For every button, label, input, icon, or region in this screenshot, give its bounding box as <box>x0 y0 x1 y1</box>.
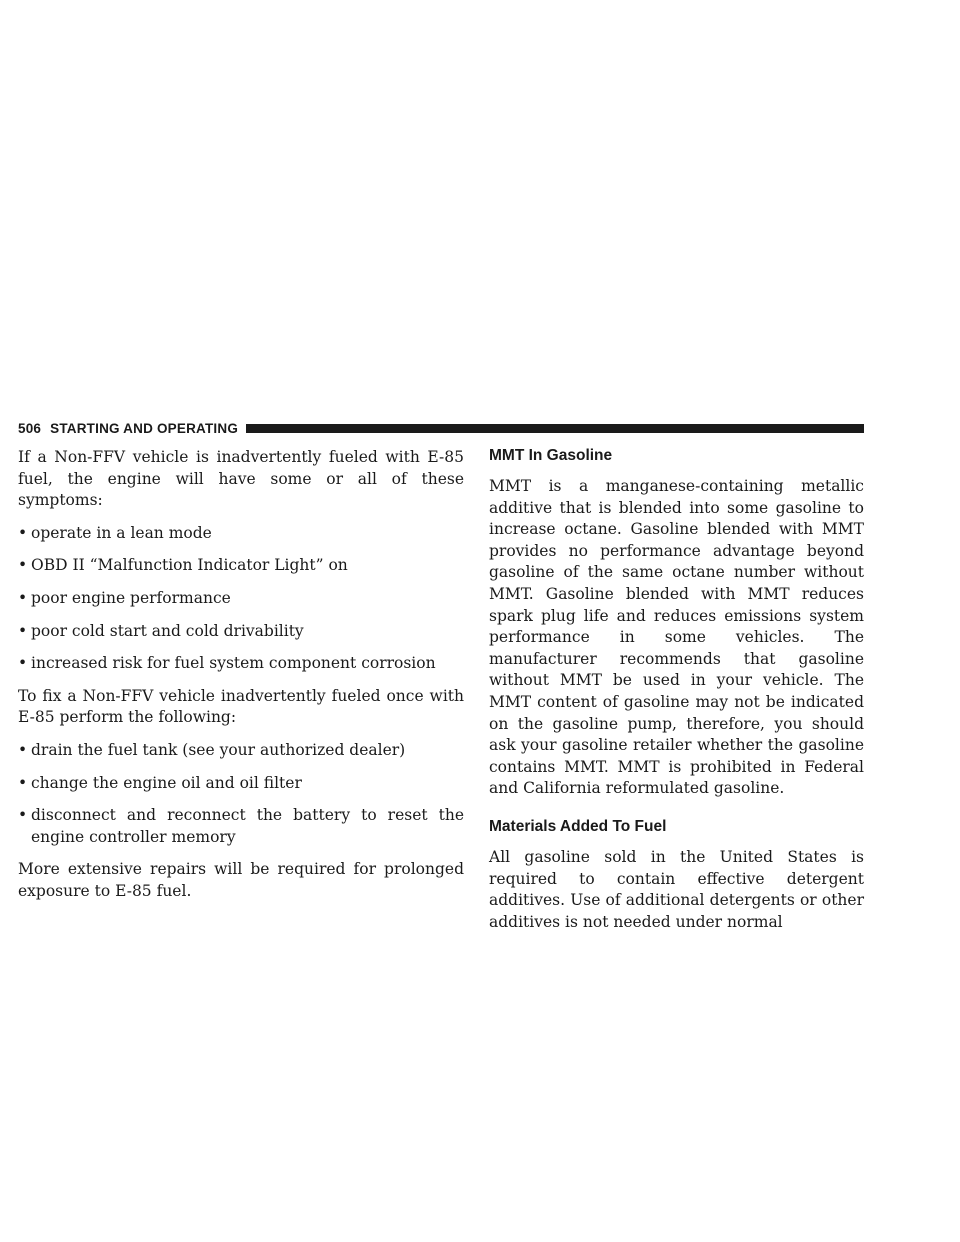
list-item: • operate in a lean mode <box>18 523 464 545</box>
mmt-paragraph: MMT is a manganese-containing metallic additive that is blended into some gasoline to increase octane. Gasoline blended with MMT provides no performance advantage beyond gasoline of the same octane number without MMT. Gasoline blended with MMT reduces spark plug life and reduces emissions system performance in some vehicles. The manufacturer recommends that gasoline without MMT be used in your vehicle. The MMT content of gasoline may not be indicated on the gasoline pump, therefore, you should ask your gasoline retailer whether the gasoline contains MMT. MMT is prohibited in Federal and California reformulated gasoline. <box>489 477 864 798</box>
page-header <box>18 417 864 439</box>
list-item: • poor engine performance <box>18 588 464 610</box>
bullet-icon: • <box>18 588 28 607</box>
list-item: • drain the fuel tank (see your authorized dealer) <box>18 740 464 762</box>
page-number: 506 <box>18 420 42 436</box>
symptom-list <box>18 523 464 675</box>
materials-heading: Materials Added To Fuel <box>489 817 667 835</box>
bullet-icon: • <box>18 556 28 575</box>
list-item: • increased risk for fuel system component corrosion <box>18 653 464 675</box>
section-title: STARTING AND OPERATING <box>50 420 239 436</box>
fix-intro-paragraph: To fix a Non-FFV vehicle inadvertently fueled once with E-85 perform the following: <box>18 686 464 727</box>
list-item: • disconnect and reconnect the battery to reset the engine controller memory <box>18 806 464 846</box>
right-column <box>489 447 864 944</box>
intro-paragraph: If a Non-FFV vehicle is inadvertently fueled with E-85 fuel, the engine will have some or all of these symptoms: <box>18 448 464 510</box>
bullet-icon: • <box>18 654 28 673</box>
closing-paragraph: More extensive repairs will be required for prolonged exposure to E-85 fuel. <box>18 860 464 900</box>
bullet-icon: • <box>18 740 28 759</box>
mmt-heading: MMT In Gasoline <box>489 447 613 464</box>
left-column <box>18 447 464 914</box>
fix-step-list <box>18 740 464 848</box>
list-item: • OBD II “Malfunction Indicator Light” on <box>18 555 464 577</box>
bullet-icon: • <box>18 773 28 792</box>
list-item: • change the engine oil and oil filter <box>18 773 464 795</box>
bullet-icon: • <box>18 621 28 640</box>
bullet-icon: • <box>18 806 28 825</box>
header-rule <box>246 424 864 433</box>
list-item: • poor cold start and cold drivability <box>18 621 464 643</box>
materials-paragraph: All gasoline sold in the United States is required to contain effective detergent additives. Use of additional detergents or other additives is not needed under normal <box>489 847 864 931</box>
bullet-icon: • <box>18 523 28 542</box>
